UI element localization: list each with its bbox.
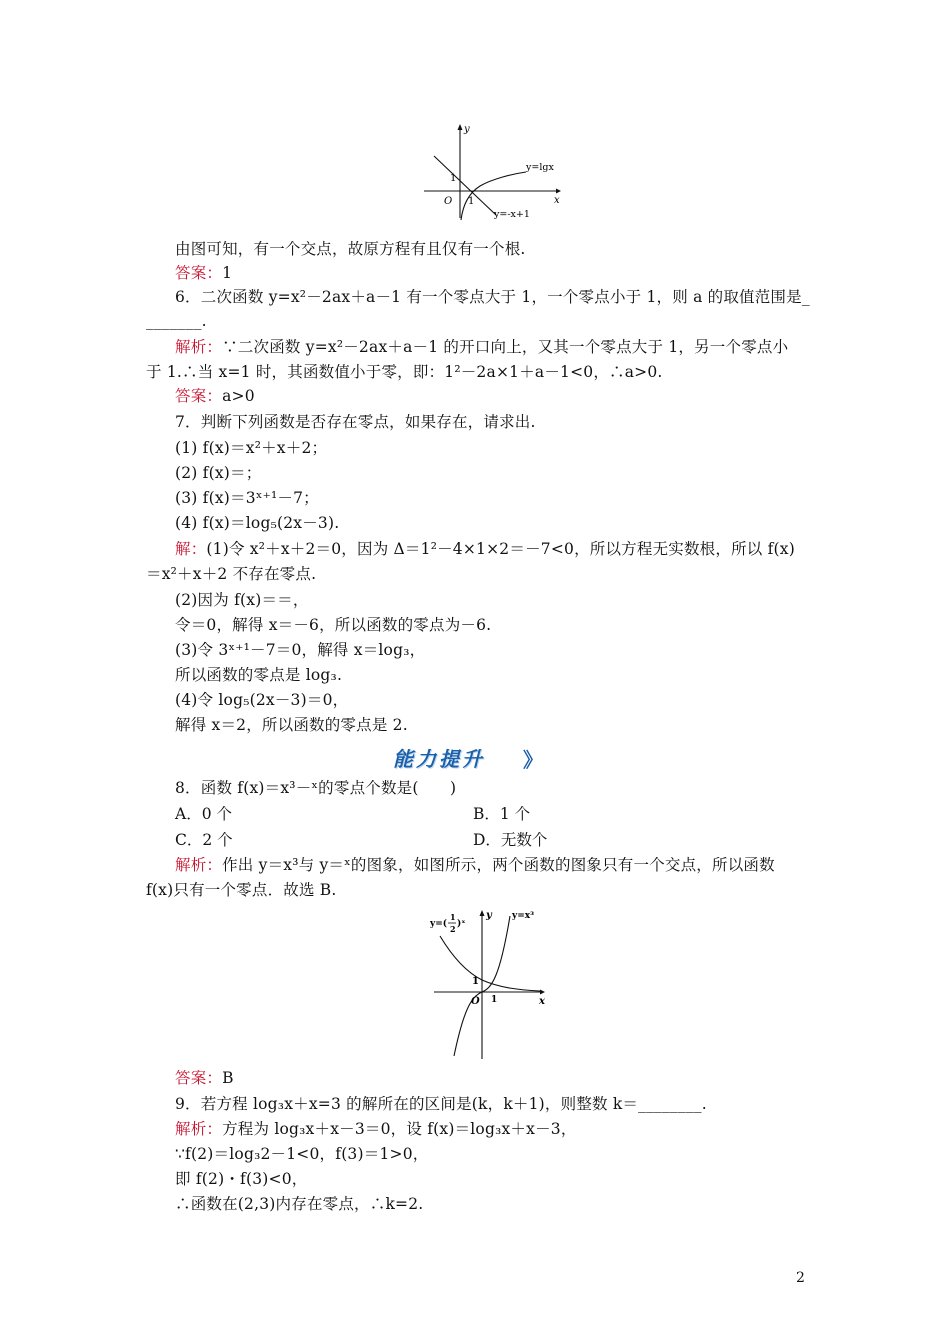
y-axis-arrow: [458, 124, 463, 130]
explain-text: ∵二次函数 y=x²－2ax＋a－1 的开口向上，又其一个零点大于 1，另一个零点小: [222, 338, 789, 356]
solution-text: (1)令 x²＋x＋2＝0，因为 Δ＝1²－4×1×2＝－7<0，所以方程无实数根，所以 f(x): [206, 540, 795, 558]
q7-item-1: (1) f(x)＝x²＋x＋2；: [175, 439, 328, 457]
answer-tag: 答案：: [175, 387, 223, 405]
q7-solution-step: (3)令 3ˣ⁺¹－7＝0，解得 x＝log₃，: [175, 641, 426, 659]
solution-tag: 解：: [175, 540, 207, 558]
fig1-x-label: x: [554, 195, 560, 206]
q6-explain-line2: 于 1.∴当 x=1 时，其函数值小于零，即：1²－2a×1＋a－1<0，∴a>0.: [146, 363, 663, 381]
explain-tag: 解析：: [175, 856, 223, 874]
fig2-right-label: y=x³: [512, 911, 535, 921]
q7-solution-step: (4)令 log₅(2x－3)＝0，: [175, 691, 349, 709]
chevron-right-icon: 》: [523, 748, 543, 772]
q9-explain-line1: [175, 1117, 810, 1141]
fig2-left-label-num: 1: [450, 912, 456, 922]
q6-answer: [175, 384, 810, 408]
q8-question: 8．函数 f(x)＝x³－ˣ的零点个数是( ): [175, 779, 457, 797]
q8-choice-a: A．0 个: [175, 805, 232, 823]
section-banner: [385, 741, 565, 773]
q5-explain: 由图可知，有一个交点，故原方程有且仅有一个根.: [175, 240, 526, 258]
q8-explain-line2: f(x)只有一个零点．故选 B.: [146, 881, 337, 899]
fig2-left-label-prefix: y=(: [430, 919, 448, 929]
banner-title: 能力提升: [393, 747, 485, 771]
q8-choice-b: B．1 个: [473, 805, 531, 823]
q8-choice-c: C．2 个: [175, 831, 233, 849]
explain-text: 作出 y＝x³与 y＝ˣ的图象，如图所示，两个函数的图象只有一个交点，所以函数: [222, 856, 775, 874]
fig2-one-x: 1: [491, 995, 498, 1005]
q9-explain-step: 即 f(2)・f(3)<0，: [175, 1170, 308, 1188]
page-number: 2: [796, 1270, 805, 1286]
exp-half-curve: [440, 936, 540, 991]
figure-lgx-line: [420, 118, 570, 226]
fig1-origin: O: [444, 196, 453, 207]
q7-solution-line2: ＝x²＋x＋2 不存在零点.: [146, 565, 317, 583]
q5-answer: [175, 261, 810, 285]
q7-question: 7．判断下列函数是否存在零点，如果存在，请求出.: [175, 413, 536, 431]
q7-item-3: (3) f(x)＝3ˣ⁺¹－7；: [175, 489, 319, 507]
fig1-one-y: 1: [450, 173, 457, 184]
fig2-x-label: x: [539, 996, 545, 1007]
answer-tag: 答案：: [175, 1069, 223, 1087]
q7-solution-step: 令＝0，解得 x＝－6，所以函数的零点为－6.: [175, 616, 492, 634]
fig2-left-label-suffix: )ˣ: [457, 919, 466, 929]
q7-item-2: (2) f(x)＝；: [175, 464, 262, 482]
q6-question-line2: _______.: [146, 312, 207, 330]
q8-choice-d: D．无数个: [473, 831, 548, 849]
fig2-left-label-den: 2: [450, 924, 456, 934]
q7-solution-line1: [175, 537, 810, 561]
fig2-y-label: y: [486, 910, 492, 921]
explain-text: 方程为 log₃x＋x－3＝0，设 f(x)＝log₃x＋x－3，: [222, 1120, 577, 1138]
explain-tag: 解析：: [175, 338, 223, 356]
q7-item-4: (4) f(x)＝log₅(2x－3).: [175, 514, 340, 532]
q8-explain-line1: [175, 853, 810, 877]
figure-exp-cubic: [428, 904, 558, 1064]
answer-tag: 答案：: [175, 264, 223, 282]
fig2-one-y: 1: [472, 976, 479, 987]
q7-solution-step: 所以函数的零点是 log₃.: [175, 666, 343, 684]
answer-value: 1: [222, 264, 233, 282]
fig1-curve-label: y=lgx: [526, 162, 554, 173]
q6-question-line1: 6．二次函数 y=x²－2ax＋a－1 有一个零点大于 1，一个零点小于 1，则 a 的取值范围是_: [175, 288, 810, 306]
q7-solution-step: (2)因为 f(x)＝＝，: [175, 591, 309, 609]
q9-explain-step: ∵f(2)＝log₃2－1<0，f(3)＝1>0，: [175, 1145, 429, 1163]
q9-explain-step: ∴函数在(2,3)内存在零点，∴k=2.: [175, 1195, 424, 1213]
x-axis-arrow: [540, 990, 545, 995]
fig1-y-label: y: [464, 124, 470, 135]
q7-solution-step: 解得 x＝2，所以函数的零点是 2.: [175, 716, 408, 734]
answer-value: a>0: [222, 387, 255, 405]
q8-answer: [175, 1066, 810, 1090]
fig2-origin: O: [471, 996, 480, 1007]
answer-value: B: [222, 1069, 234, 1087]
q9-question: 9．若方程 log₃x＋x=3 的解所在的区间是(k，k＋1)，则整数 k＝________.: [175, 1095, 707, 1113]
q6-explain-line1: [175, 335, 810, 359]
explain-tag: 解析：: [175, 1120, 223, 1138]
y-axis-arrow: [480, 910, 485, 916]
x-axis-arrow: [556, 189, 561, 194]
fig1-one-x: 1: [468, 196, 475, 207]
fig1-line-label: y=-x+1: [494, 209, 530, 220]
